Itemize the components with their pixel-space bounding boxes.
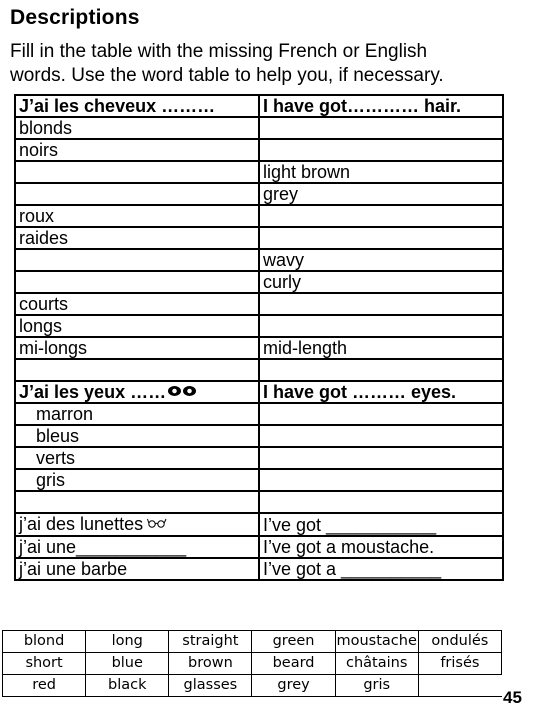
french-cell[interactable] [15,183,259,205]
word-bank-cell: green [252,631,335,653]
french-cell[interactable]: bleus [15,425,259,447]
english-cell[interactable] [259,447,503,469]
table-row [15,117,503,139]
english-cell[interactable] [259,205,503,227]
word-bank-cell: black [86,675,169,697]
word-bank-cell: ondulés [418,631,501,653]
french-cell[interactable] [15,249,259,271]
table-row [15,293,503,315]
word-bank-cell: blue [86,653,169,675]
english-cell[interactable] [259,227,503,249]
word-bank-table [2,630,502,697]
table-row [15,183,503,205]
french-cell[interactable]: raides [15,227,259,249]
eyes-header-french: J’ai les yeux …… [19,382,167,402]
english-cell[interactable] [259,315,503,337]
instruction-line-1: Fill in the table with the missing French or English [10,41,428,62]
french-cell[interactable]: longs [15,315,259,337]
hair-header-row [15,95,503,117]
page-title: Descriptions [10,6,140,29]
word-bank-row [3,631,502,653]
english-cell[interactable] [259,425,503,447]
word-bank-row [3,653,502,675]
english-cell[interactable]: I’ve got a __________ [259,558,503,580]
empty-cell [15,359,259,381]
french-cell[interactable]: j’ai une___________ [15,536,259,558]
table-row [15,249,503,271]
english-cell[interactable] [259,293,503,315]
eyes-icon [166,382,196,402]
french-cell[interactable]: blonds [15,117,259,139]
french-cell[interactable]: marron [15,403,259,425]
table-row [15,315,503,337]
french-cell[interactable]: noirs [15,139,259,161]
table-row [15,271,503,293]
french-cell[interactable] [15,161,259,183]
french-cell[interactable] [15,513,259,536]
table-row [15,425,503,447]
table-row [15,337,503,359]
word-bank-cell: long [86,631,169,653]
word-bank-cell: châtains [335,653,418,675]
spacer-row [15,359,503,381]
word-bank-cell: straight [169,631,252,653]
english-cell[interactable]: mid-length [259,337,503,359]
word-bank-cell: red [3,675,86,697]
english-cell[interactable] [259,117,503,139]
english-cell[interactable]: light brown [259,161,503,183]
word-bank-cell: frisés [418,653,501,675]
hair-header-english: I have got………… hair. [259,95,503,117]
word-bank-cell: glasses [169,675,252,697]
spacer-row [15,491,503,513]
english-cell[interactable]: grey [259,183,503,205]
empty-cell [259,359,503,381]
table-row [15,227,503,249]
word-bank-cell: moustache [335,631,418,653]
french-cell[interactable]: gris [15,469,259,491]
word-bank-cell: grey [252,675,335,697]
french-cell[interactable]: roux [15,205,259,227]
table-row [15,139,503,161]
french-cell[interactable]: mi-longs [15,337,259,359]
french-cell[interactable]: verts [15,447,259,469]
table-row [15,403,503,425]
table-row [15,536,503,558]
english-cell[interactable]: curly [259,271,503,293]
vocabulary-table [14,94,504,581]
french-cell[interactable]: courts [15,293,259,315]
word-bank-cell: brown [169,653,252,675]
page-number: 45 [503,688,522,707]
glasses-french-text: j’ai des lunettes [19,514,144,534]
table-row [15,558,503,580]
word-bank-cell: short [3,653,86,675]
english-cell[interactable]: I’ve got ___________ [259,513,503,536]
glasses-icon [147,513,167,533]
empty-cell [259,491,503,513]
table-row [15,447,503,469]
english-cell[interactable]: I’ve got a moustache. [259,536,503,558]
table-row [15,161,503,183]
english-cell[interactable] [259,139,503,161]
word-bank-cell: blond [3,631,86,653]
table-row [15,469,503,491]
word-bank-cell: gris [335,675,418,697]
empty-cell [15,491,259,513]
hair-header-french: J’ai les cheveux ……… [15,95,259,117]
english-cell[interactable] [259,403,503,425]
eyes-header-english: I have got ……… eyes. [259,381,503,403]
word-bank-empty-cell [418,675,501,697]
table-row [15,205,503,227]
instruction-line-2: words. Use the word table to help you, if necessary. [10,65,444,86]
word-bank-row [3,675,502,697]
english-cell[interactable] [259,469,503,491]
english-cell[interactable]: wavy [259,249,503,271]
french-cell[interactable] [15,271,259,293]
word-bank-cell: beard [252,653,335,675]
french-cell[interactable]: j’ai une barbe [15,558,259,580]
eyes-header-french-cell [15,381,259,403]
eyes-header-row [15,381,503,403]
table-row [15,513,503,536]
